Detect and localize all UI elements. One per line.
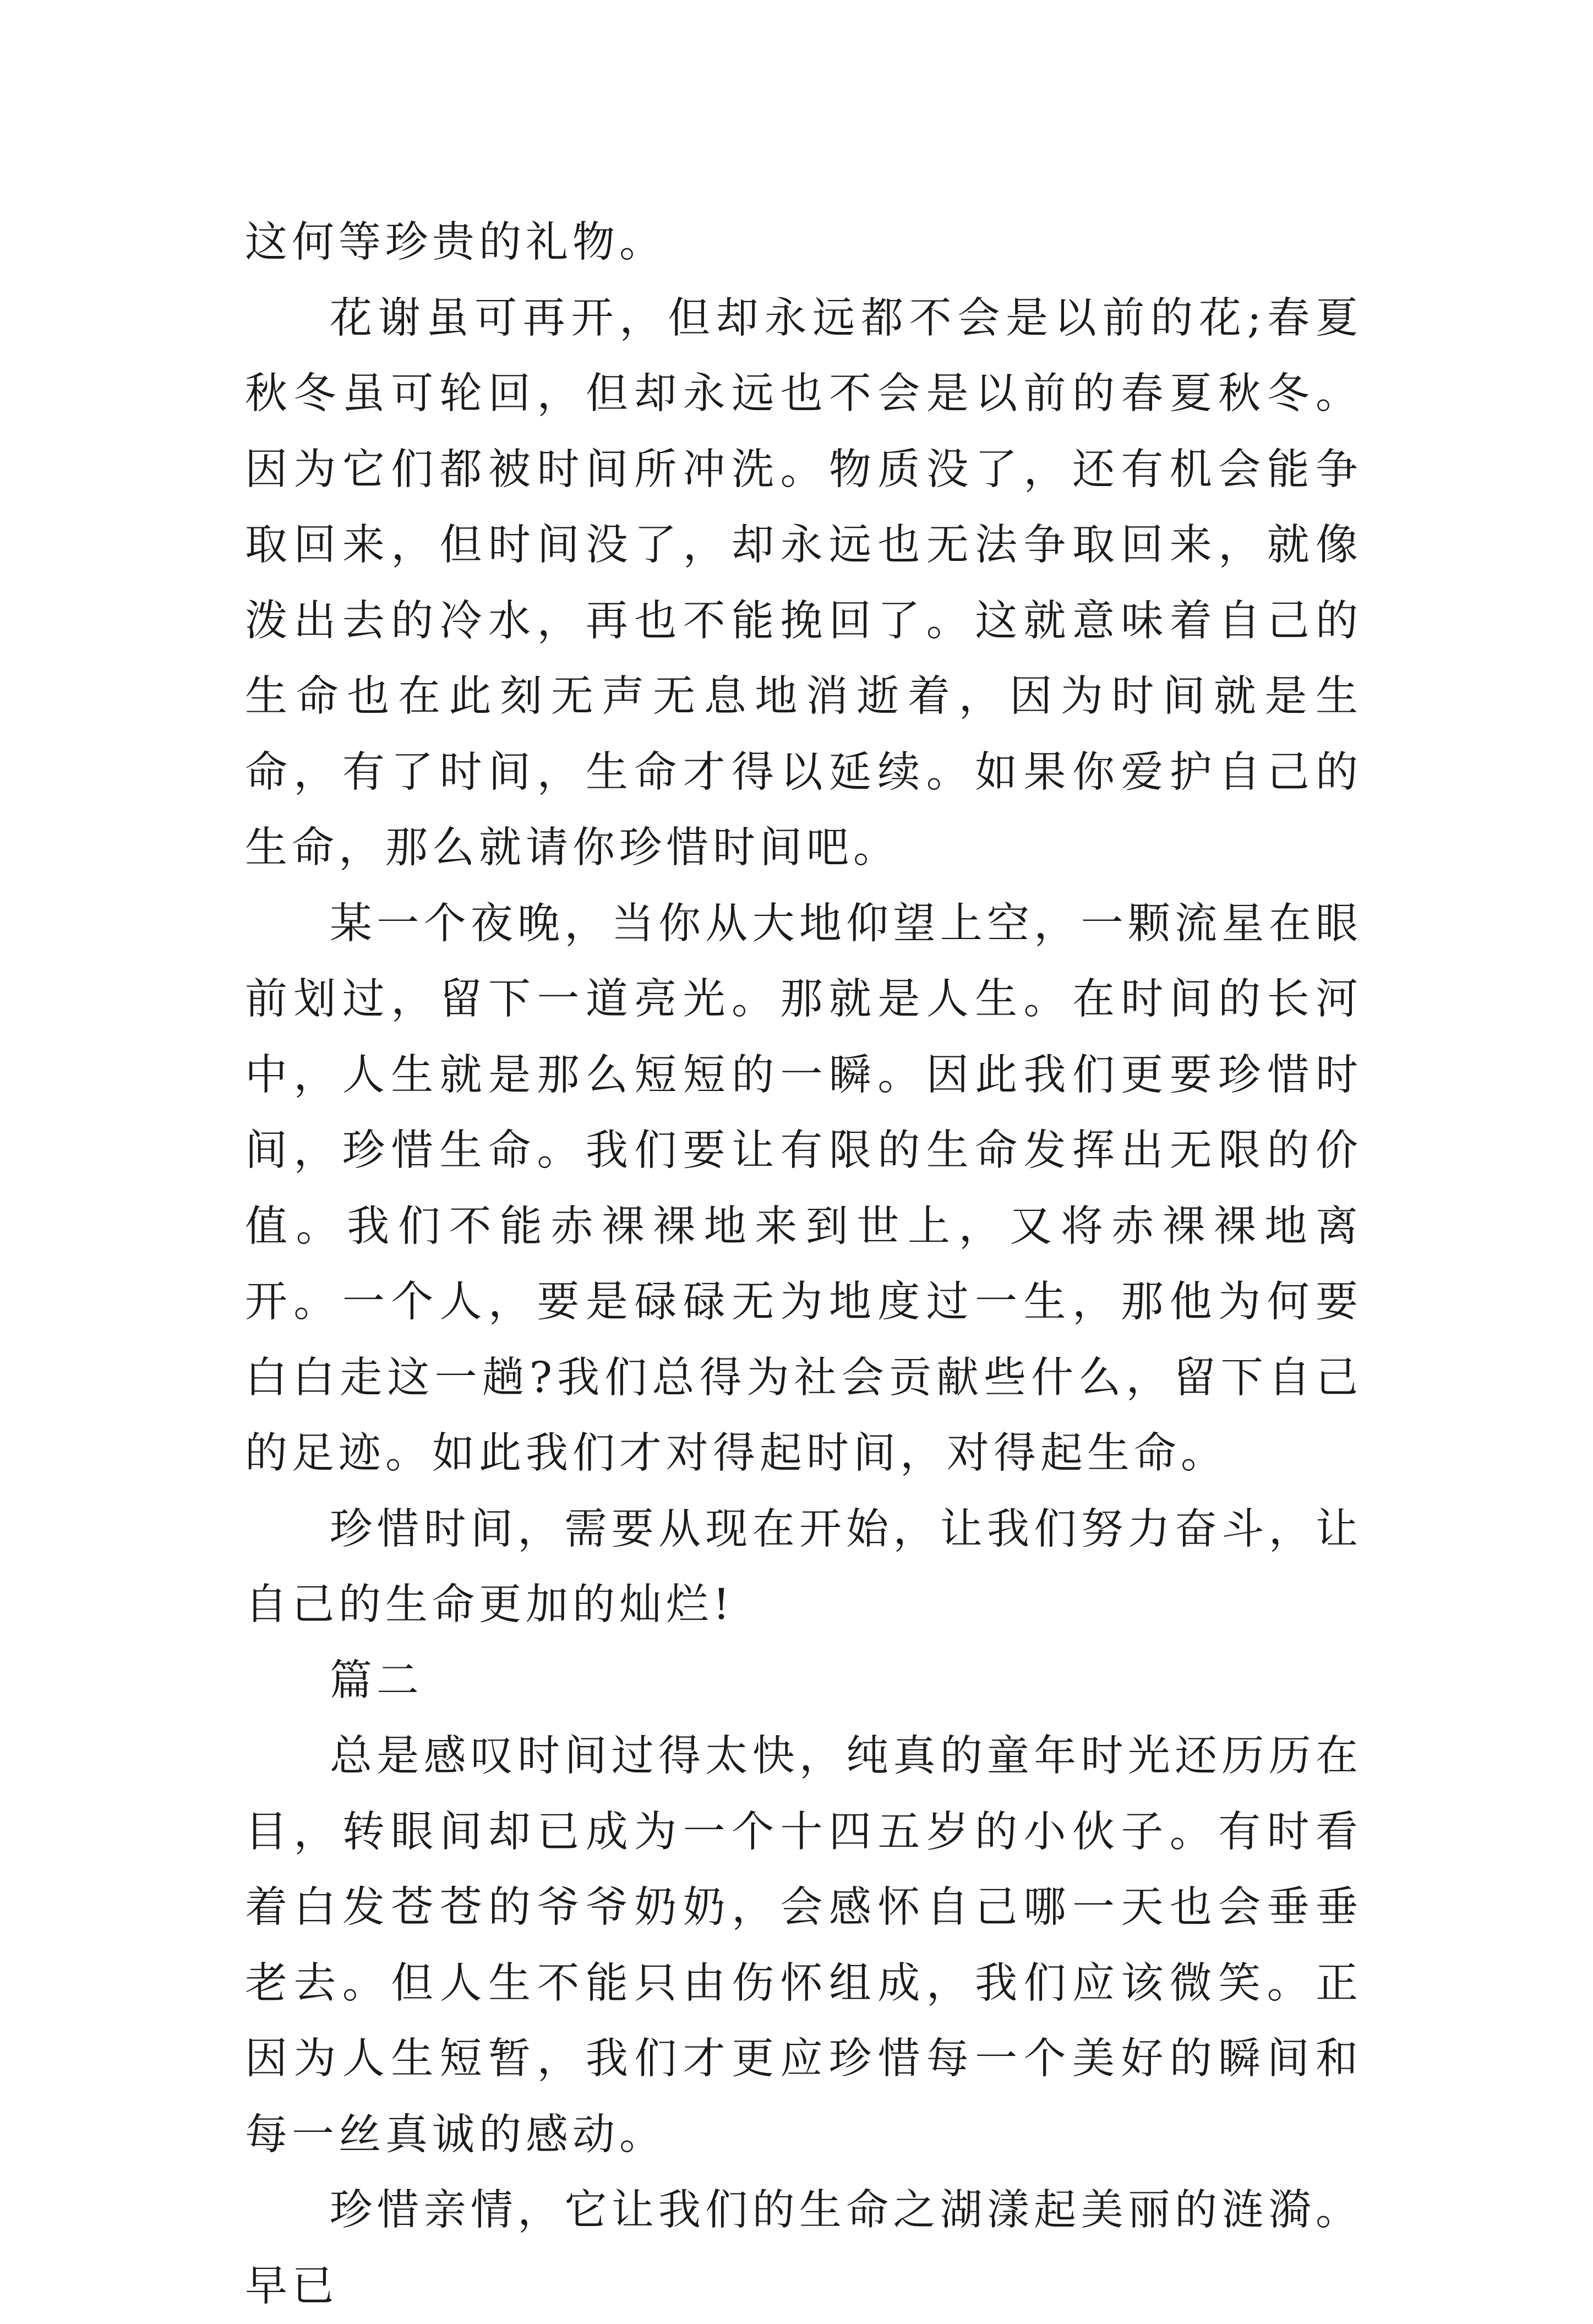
paragraph-flowers: 花谢虽可再开，但却永远都不会是以前的花;春夏秋冬虽可轮回，但却永远也不会是以前的春夏秋冬。因为它们都被时间所冲洗。物质没了，还有机会能争取回来，但时间没了，却永远也无法争取回来，就像泼出去的冷水，再也不能挽回了。这就意味着自己的生命也在此刻无声无息地消逝着，因为时间就是生命，有了时间，生命才得以延续。如果你爱护自己的生命，那么就请你珍惜时间吧。 bbox=[245, 293, 1362, 872]
section-heading-part-two: 篇二 bbox=[330, 1656, 423, 1705]
paragraph-family: 珍惜亲情，它让我们的生命之湖漾起美丽的涟漪。早已 bbox=[245, 2186, 1362, 2311]
paragraph-cherish-time: 珍惜时间，需要从现在开始，让我们努力奋斗，让自己的生命更加的灿烂! bbox=[245, 1504, 1362, 1629]
paragraph-meteor: 某一个夜晚，当你从大地仰望上空，一颗流星在眼前划过，留下一道亮光。那就是人生。在时间的长河中，人生就是那么短短的一瞬。因此我们更要珍惜时间，珍惜生命。我们要让有限的生命发挥出无限的价值。我们不能赤裸裸地来到世上，又将赤裸裸地离开。一个人，要是碌碌无为地度过一生，那他为何要白白走这一趟?我们总得为社会贡献些什么，留下自己的足迹。如此我们才对得起时间，对得起生命。 bbox=[245, 899, 1362, 1478]
document-body bbox=[245, 205, 1362, 2324]
paragraph-time-flies: 总是感叹时间过得太快，纯真的童年时光还历历在目，转眼间却已成为一个十四五岁的小伙子。有时看着白发苍苍的爷爷奶奶，会感怀自己哪一天也会垂垂老去。但人生不能只由伤怀组成，我们应该微笑。正因为人生短暂，我们才更应珍惜每一个美好的瞬间和每一丝真诚的感动。 bbox=[245, 1732, 1362, 2159]
paragraph-continuation: 这何等珍贵的礼物。 bbox=[245, 218, 666, 267]
